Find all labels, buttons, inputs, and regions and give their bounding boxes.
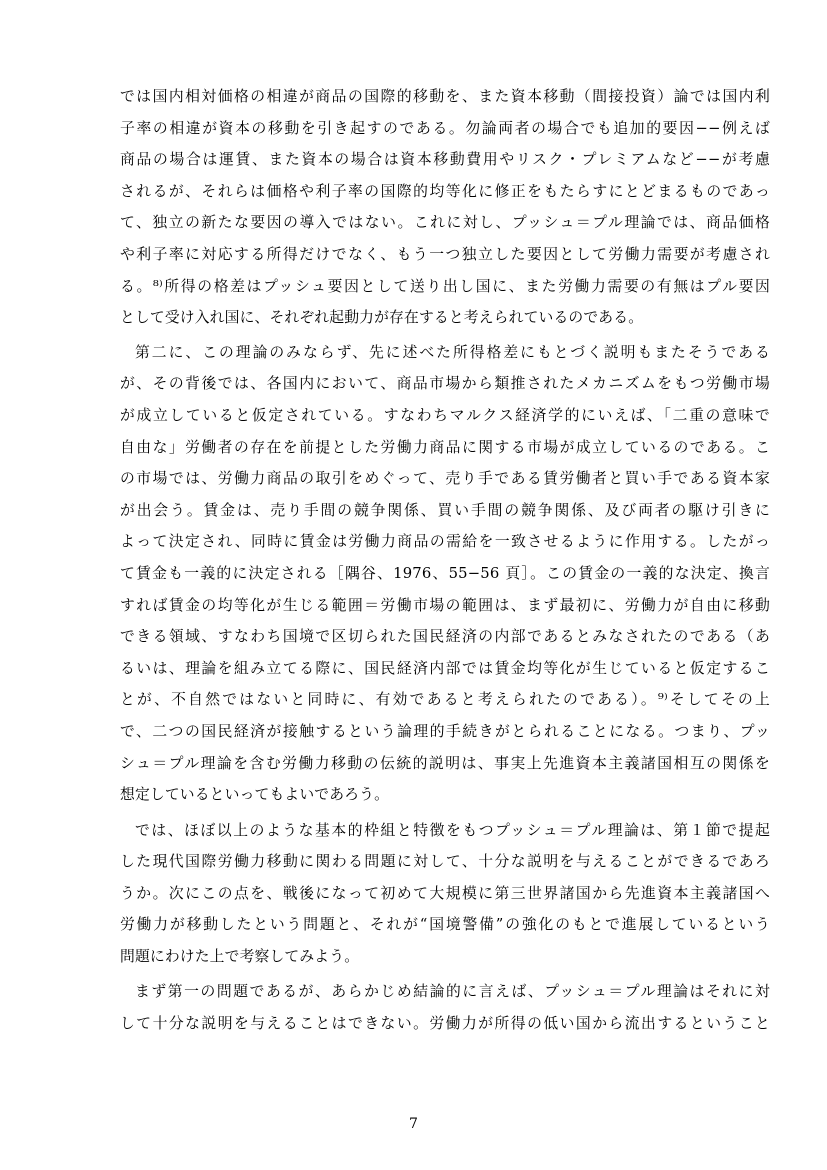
text-line: できる領域、すなわち国境で区切られた国民経済の内部であるとみなされたのである（あ: [120, 628, 770, 645]
paragraph-start-line: では、ほぼ以上のような基本的枠組と特徴をもつプッシュ＝プル理論は、第１節で提起: [135, 822, 770, 839]
text-line: うか。次にこの点を、戦後になって初めて大規模に第三世界諸国から先進資本主義諸国へ: [120, 885, 770, 902]
text-line: や利子率に対応する所得だけでなく、もう一つ独立した要因として労働力需要が考慮され: [120, 246, 770, 263]
text-line: して十分な説明を与えることはできない。労働力が所得の低い国から流出するということ: [120, 1015, 770, 1032]
text-line: 労働力が移動したという問題と、それが“国境警備”の強化のもとで進展しているという: [120, 916, 770, 933]
text-line: で、二つの国民経済が接触するという論理的手続きがとられることになる。つまり、プッ: [120, 723, 770, 740]
text-line: 商品の場合は運賃、また資本の場合は資本移動費用やリスク・プレミアムなど−−が考慮: [120, 151, 770, 168]
text-line: した現代国際労働力移動に関わる問題に対して、十分な説明を与えることができるであろ: [120, 853, 770, 870]
text-line: 問題にわけた上で考察してみよう。: [120, 948, 360, 965]
text-line: として受け入れ国に、それぞれ起動力が存在すると考えられているのである。: [120, 309, 644, 326]
paragraph-start-line: まず第一の問題であるが、あらかじめ結論的に言えば、プッシュ＝プル理論はそれに対: [135, 983, 770, 1000]
text-line: では国内相対価格の相違が商品の国際的移動を、また資本移動（間接投資）論では国内利: [120, 88, 770, 105]
text-line: が、その背後では、各国内において、商品市場から類推されたメカニズムをもつ労働市場: [120, 375, 770, 392]
text-line: とが、不自然ではないと同時に、有効であると考えられたのである）。⁹⁾そしてその上: [120, 691, 770, 708]
paragraph-start-line: 第二に、この理論のみならず、先に述べた所得格差にもとづく説明もまたそうである: [135, 344, 770, 361]
text-line: るいは、理論を組み立てる際に、国民経済内部では賃金均等化が生じていると仮定するこ: [120, 660, 770, 677]
page-number: 7: [409, 1116, 418, 1132]
text-line: シュ＝プル理論を含む労働力移動の伝統的説明は、事実上先進資本主義諸国相互の関係を: [120, 755, 770, 772]
text-line: て、独立の新たな要因の導入ではない。これに対し、プッシュ＝プル理論では、商品価格: [120, 214, 770, 231]
text-line: て賃金も一義的に決定される［隅谷、1976、55−56 頁］。この賃金の一義的な決定、換言: [120, 565, 770, 582]
text-line: が成立していると仮定されている。すなわちマルクス経済学的にいえば、「二重の意味で: [120, 407, 770, 424]
text-line: よって決定され、同時に賃金は労働力商品の需給を一致させるように作用する。したがっ: [120, 533, 770, 550]
text-line: 子率の相違が資本の移動を引き起すのである。勿論両者の場合でも追加的要因−−例えば: [120, 120, 770, 137]
text-line: の市場では、労働力商品の取引をめぐって、売り手である賃労働者と買い手である資本家: [120, 470, 770, 487]
text-line: が出会う。賃金は、売り手間の競争関係、買い手間の競争関係、及び両者の駆け引きに: [120, 502, 770, 519]
text-line: 想定しているといってもよいであろう。: [120, 786, 390, 803]
text-line: されるが、それらは価格や利子率の国際的均等化に修正をもたらすにとどまるものであっ: [120, 183, 770, 200]
text-line: る。⁸⁾所得の格差はプッシュ要因として送り出し国に、また労働力需要の有無はプル要因: [120, 278, 770, 295]
text-line: 自由な」労働者の存在を前提とした労働力商品に関する市場が成立しているのである。こ: [120, 439, 770, 456]
text-line: すれば賃金の均等化が生じる範囲＝労働市場の範囲は、まず最初に、労働力が自由に移動: [120, 597, 770, 614]
